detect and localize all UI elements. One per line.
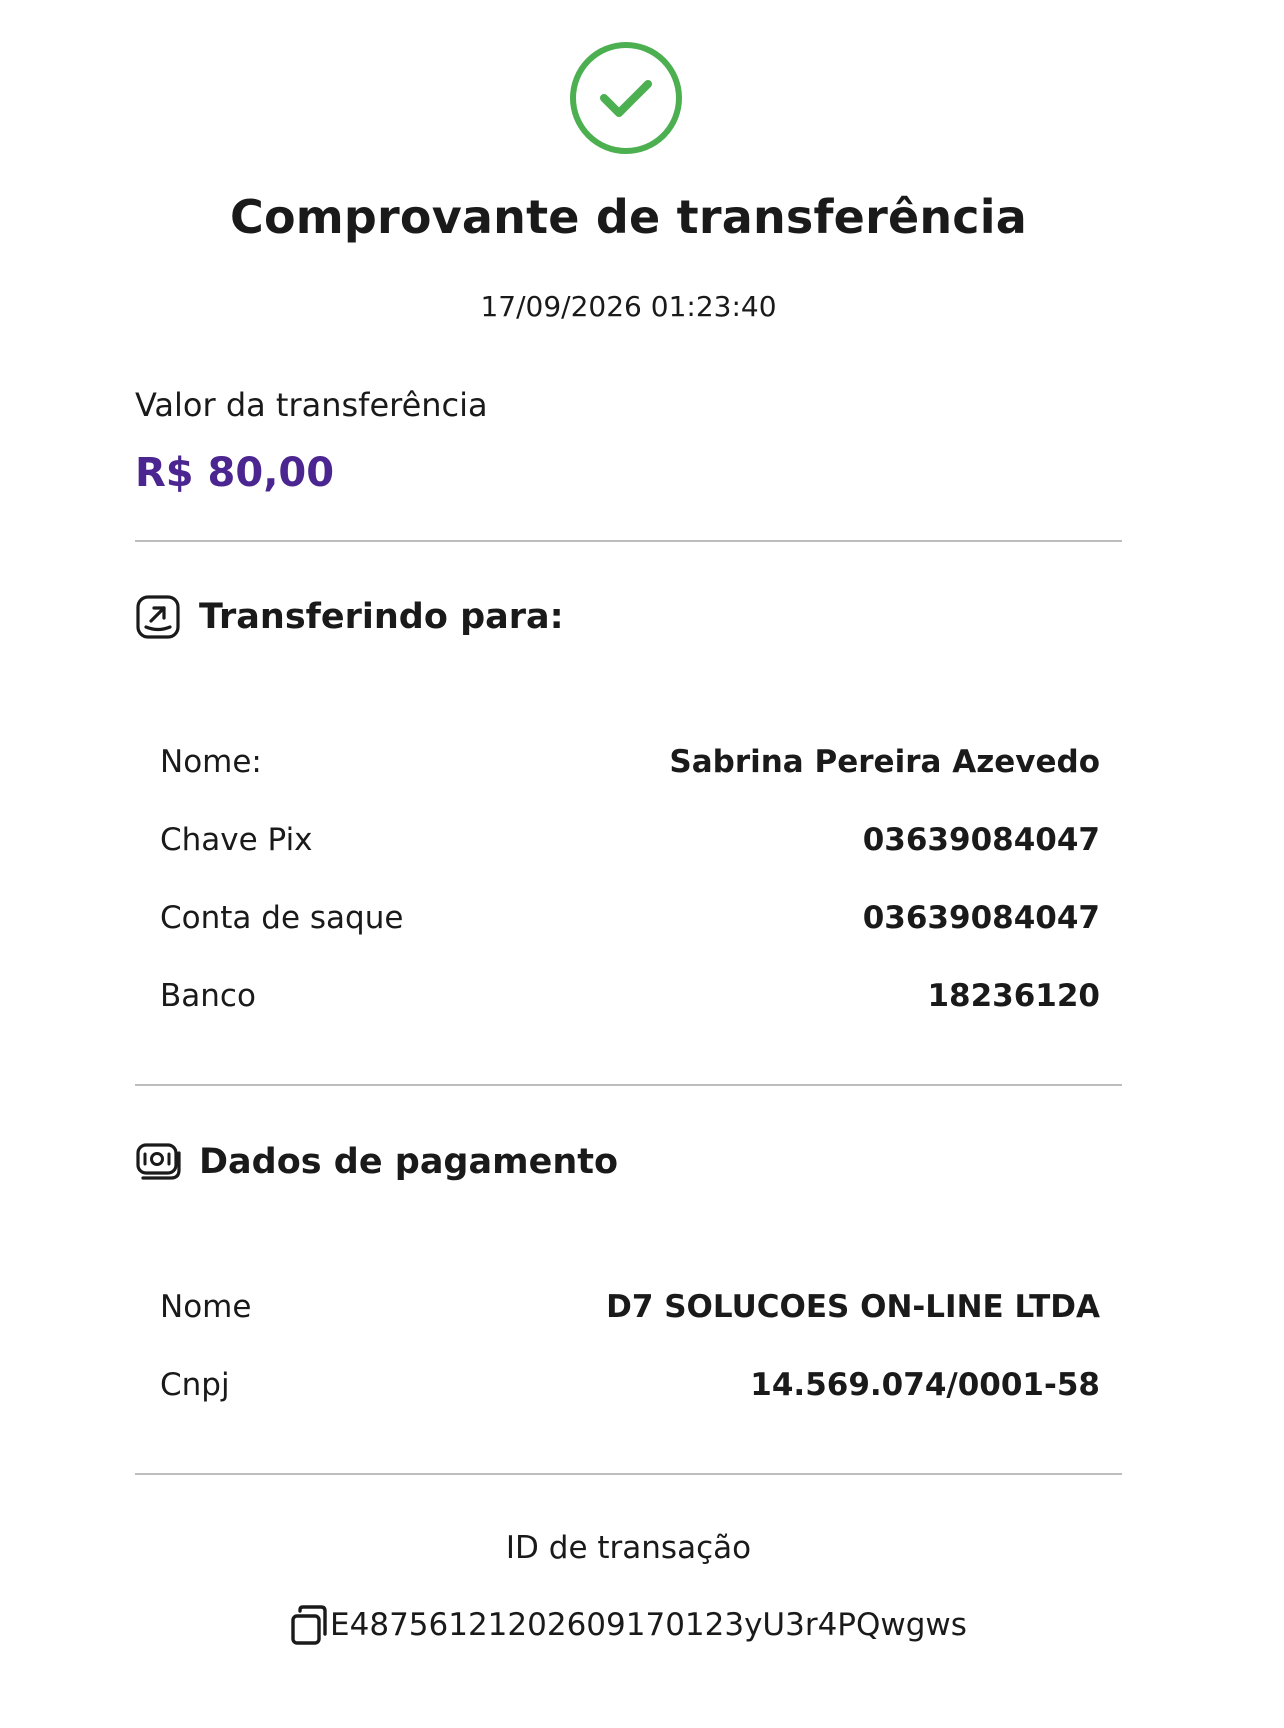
detail-key: Nome: [160, 1289, 252, 1325]
divider: [135, 540, 1122, 542]
recipient-heading: Transferindo para:: [199, 597, 564, 637]
payment-heading: Dados de pagamento: [199, 1142, 619, 1182]
detail-row: [160, 818, 1100, 862]
divider: [135, 1473, 1122, 1475]
page-title: Comprovante de transferência: [230, 190, 1027, 244]
detail-row: [160, 1363, 1100, 1407]
detail-row: [160, 1285, 1100, 1329]
money-icon: [135, 1139, 181, 1185]
detail-key: Conta de saque: [160, 900, 404, 936]
transaction-id-label: ID de transação: [505, 1530, 752, 1566]
detail-value: 03639084047: [862, 900, 1100, 936]
check-circle-icon: [568, 40, 684, 156]
transfer-out-icon: [135, 594, 181, 640]
detail-key: Banco: [160, 978, 256, 1014]
recipient-section-header: [135, 592, 564, 642]
detail-row: [160, 974, 1100, 1018]
copy-icon[interactable]: [290, 1604, 328, 1646]
transaction-id-value: E48756121202609170123yU3r4PQwgws: [330, 1607, 967, 1643]
amount-value: R$ 80,00: [135, 450, 335, 496]
detail-value: D7 SOLUCOES ON-LINE LTDA: [606, 1289, 1100, 1325]
transfer-datetime: 17/09/2026 01:23:40: [480, 290, 777, 323]
detail-key: Nome:: [160, 744, 262, 780]
divider: [135, 1084, 1122, 1086]
detail-value: 18236120: [927, 978, 1100, 1014]
detail-value: 03639084047: [862, 822, 1100, 858]
payment-section-header: [135, 1137, 618, 1187]
detail-row: [160, 740, 1100, 784]
transaction-id-row[interactable]: [0, 1604, 1257, 1646]
detail-key: Chave Pix: [160, 822, 313, 858]
detail-row: [160, 896, 1100, 940]
amount-label: Valor da transferência: [135, 386, 488, 424]
detail-value: 14.569.074/0001-58: [750, 1367, 1100, 1403]
detail-value: Sabrina Pereira Azevedo: [669, 744, 1100, 780]
detail-key: Cnpj: [160, 1367, 230, 1403]
